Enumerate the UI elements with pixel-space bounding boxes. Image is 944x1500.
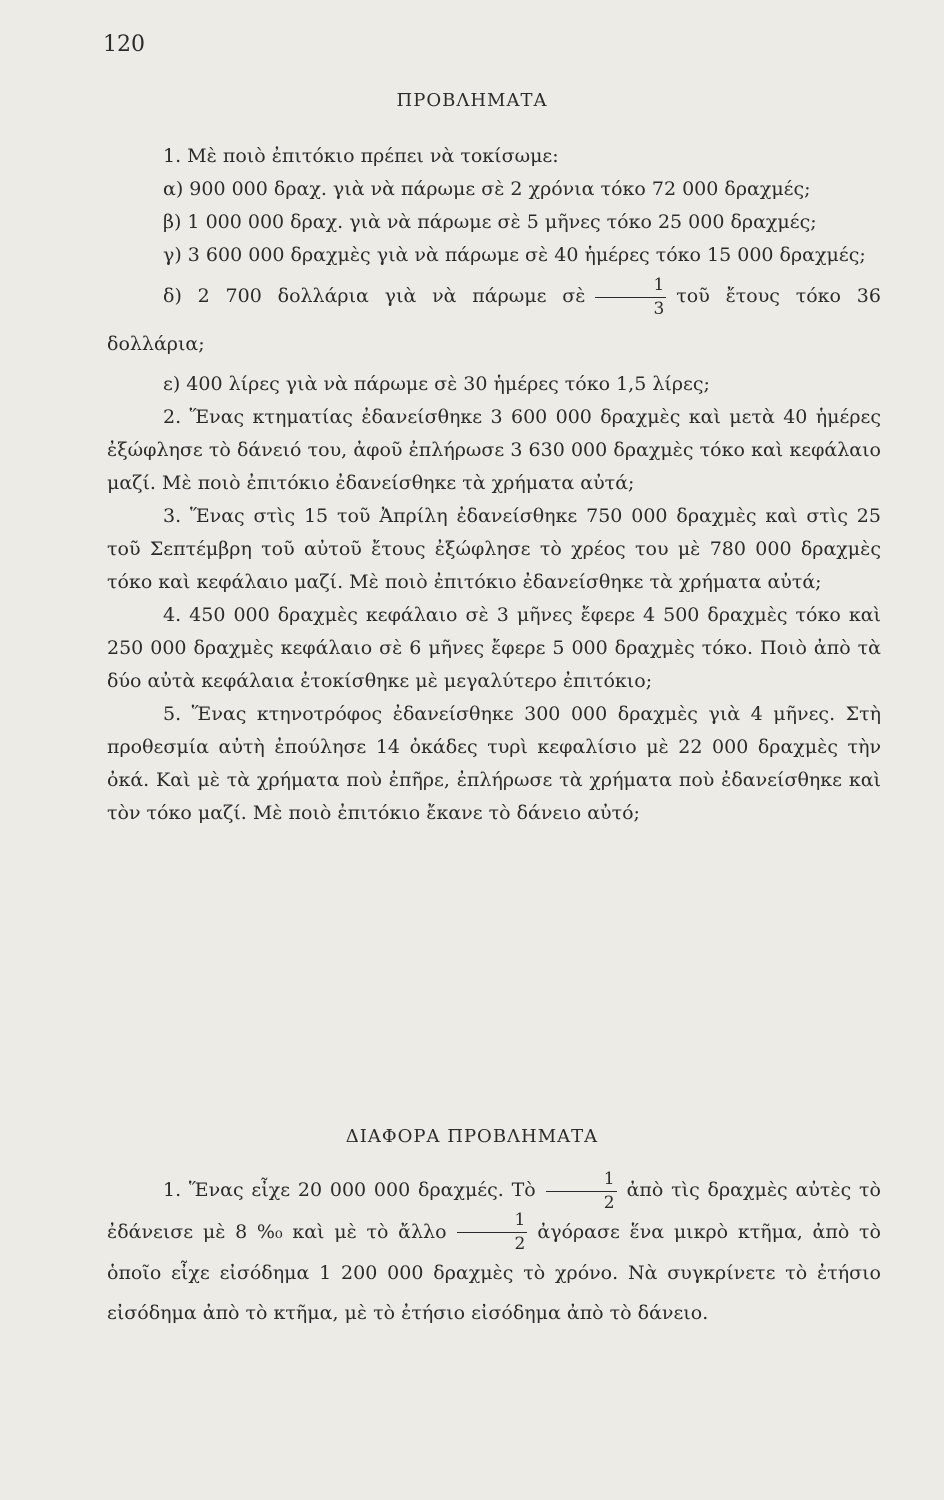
problem-1d-text-after: τοῦ ἔτους τόκο 36 δολλάρια; [107,285,881,355]
fraction-numerator: 1 [514,1210,526,1230]
problem-1c: γ) 3 600 000 δραχμὲς γιὰ νὰ πάρωμε σὲ 40 ἡμέρες τόκο 15 000 δραχμές; [163,244,866,266]
problem-1b: β) 1 000 000 δραχ. γιὰ νὰ πάρωμε σὲ 5 μῆνες τόκο 25 000 δραχμές; [163,211,817,233]
problem-1d [107,272,881,368]
fraction-one-third [595,274,666,319]
fraction-bar [546,1191,617,1192]
problem-1d-text-before: δ) 2 700 δολλάρια γιὰ νὰ πάρωμε σὲ [163,285,586,307]
problems-block [107,140,881,830]
fraction-numerator: 1 [653,274,665,295]
fraction-one-half-first [546,1168,617,1213]
problem-5: 5. Ἕνας κτηνοτρόφος ἐδανείσθηκε 300 000 δραχμὲς γιὰ 4 μῆνες. Στὴ προθεσμία αὐτὴ ἐπούλησε 14 ὀκάδες τυρὶ κεφαλίσιο μὲ 22 000 δραχμὲς τὴν ὀκά. Καὶ μὲ τὰ χρήματα ποὺ ἐπῆρε, ἐπλήρωσε τὰ χρήματα ποὺ ἐδανείσθηκε καὶ τὸν τόκο μαζί. Μὲ ποιὸ ἐπιτόκιο ἔκανε τὸ δάνειο αὐτό; [107,703,881,824]
various-problem-1-part1: 1. Ἕνας εἶχε 20 000 000 δραχμές. Τὸ [163,1179,536,1201]
problem-1-intro: 1. Μὲ ποιὸ ἐπιτόκιο πρέπει νὰ τοκίσωμε: [163,145,559,167]
various-problem-1-part2: ἀπὸ τὶς δραχμὲς αὐτὲς τὸ ἐδάνεισε μὲ 8 %₀ καὶ μὲ τὸ ἄλλο [107,1179,881,1243]
problem-3: 3. Ἕνας στὶς 15 τοῦ Ἀπρίλη ἐδανείσθηκε 750 000 δραχμὲς καὶ στὶς 25 τοῦ Σεπτέμβρη τοῦ αὐτοῦ ἔτους ἐξώφλησε τὸ χρέος του μὲ 780 000 δραχμὲς τόκο καὶ κεφάλαιο μαζί. Μὲ ποιὸ ἐπιτόκιο ἐδανείσθηκε τὰ χρήματα αὐτά; [107,505,881,593]
fraction-numerator: 1 [603,1168,615,1189]
section-title-various-problems: ΔΙΑΦΟΡΑ ΠΡΟΒΛΗΜΑΤΑ [345,1126,599,1147]
section-title-problems: ΠΡΟΒΛΗΜΑΤΑ [396,90,548,111]
fraction-bar [457,1232,528,1233]
problem-4: 4. 450 000 δραχμὲς κεφάλαιο σὲ 3 μῆνες ἔφερε 4 500 δραχμὲς τόκο καὶ 250 000 δραχμὲς κεφάλαιο σὲ 6 μῆνες ἔφερε 5 000 δραχμὲς τόκο. Ποιὸ ἀπὸ τὰ δύο αὐτὰ κεφάλαια ἐτοκίσθηκε μὲ μεγαλύτερο ἐπιτόκιο; [107,604,881,692]
fraction-denominator: 2 [514,1234,526,1254]
fraction-one-half-second [457,1212,528,1253]
problem-2: 2. Ἕνας κτηματίας ἐδανείσθηκε 3 600 000 δραχμὲς καὶ μετὰ 40 ἡμέρες ἐξώφλησε τὸ δάνειό του, ἀφοῦ ἐπλήρωσε 3 630 000 δραχμὲς τόκο καὶ κεφάλαιο μαζί. Μὲ ποιὸ ἐπιτόκιο ἐδανείσθηκε τὰ χρήματα αὐτά; [107,406,881,494]
fraction-bar [595,297,666,298]
various-problem-1 [107,1170,881,1333]
problem-1e: ε) 400 λίρες γιὰ νὰ πάρωμε σὲ 30 ἡμέρες τόκο 1,5 λίρες; [163,373,710,395]
various-problems-block [107,1170,881,1333]
various-problem-1-part3: ἀγόρασε ἕνα μικρὸ κτῆμα, ἀπὸ τὸ ὁποῖο εἶχε εἰσόδημα 1 200 000 δραχμὲς τὸ χρόνο. Νὰ συγκρίνετε τὸ ἐτήσιο εἰσόδημα ἀπὸ τὸ κτῆμα, μὲ τὸ ἐτήσιο εἰσόδημα ἀπὸ τὸ δάνειο. [107,1220,881,1324]
fraction-denominator: 3 [653,298,665,319]
page-number: 120 [103,32,145,57]
problem-1a: α) 900 000 δραχ. γιὰ νὰ πάρωμε σὲ 2 χρόνια τόκο 72 000 δραχμές; [163,178,811,200]
fraction-denominator: 2 [603,1192,615,1213]
